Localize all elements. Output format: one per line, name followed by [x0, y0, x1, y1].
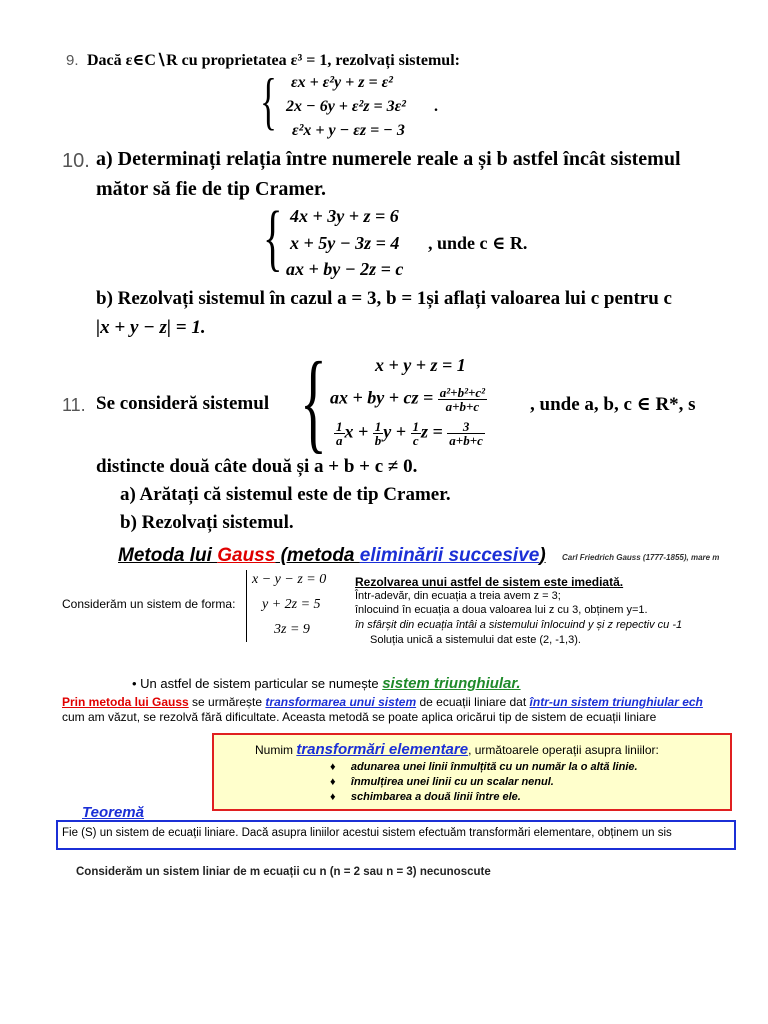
method-line-2: cum am văzut, se rezolvă fără dificultate. Aceasta metodă se poate aplica oricărui tip de sistem de ecuații liniare [62, 710, 657, 724]
equation-2: x + 5y − 3z = 4 [290, 233, 400, 253]
theorem-text: Fie (S) un sistem de ecuații liniare. Dacă asupra liniilor acestui sistem efectuăm transformări elementare, obținem un sis [62, 827, 672, 839]
equation-1: x − y − z = 0 [252, 572, 327, 587]
credit: Carl Friedrich Gauss (1777-1855), mare m [562, 553, 720, 562]
bullet-icon: ♦ [330, 761, 336, 773]
condition: , unde c ∈ R. [428, 233, 528, 253]
fraction: $\frac{\text{a²+b²+c²}}{a+b+c}$ [439, 385, 486, 414]
equation-3: 3z = 9 [274, 622, 310, 637]
operation-1: ♦ adunarea unei linii înmulțită cu un număr la o altă linie. [330, 761, 638, 773]
part-b-line-1: b) Rezolvați sistemul în cazul a = 3, b = 1și aflați valoarea lui c pentru c [96, 288, 672, 309]
condition: , unde a, b, c ∈ R*, s [530, 394, 696, 415]
problem-number: 11. [62, 395, 86, 415]
equation-2: y + 2z = 5 [262, 597, 321, 612]
problem-text: Dacă ε∈C∖R cu proprietatea ε³ = 1, rezolvați sistemul: [87, 52, 460, 69]
section-title: Metoda lui Gauss (metoda eliminării succesive) [118, 545, 546, 566]
system-brace: { [300, 340, 327, 464]
problem-number: 9. [66, 52, 79, 69]
system-brace: { [263, 197, 283, 279]
operation-3: ♦ schimbarea a două linii între ele. [330, 791, 521, 803]
equation-3: ax + by − 2z = c [286, 259, 404, 279]
operation-2: ♦ înmulțirea unei linii cu un scalar nenul. [330, 776, 554, 788]
part-a-line-1: a) Determinați relația între numerele reale a și b astfel încât sistemul [96, 148, 681, 170]
bullet-icon: ♦ [330, 791, 336, 803]
part-a: a) Arătați că sistemul este de tip Cramer. [120, 484, 451, 505]
equation-1: 4x + 3y + z = 6 [290, 206, 399, 226]
equation-2: ax + by + cz = $\frac{\text{a²+b²+c²}}{a+b+c}$ [330, 385, 486, 414]
problem-number: 10. [62, 150, 90, 172]
system-brace: { [260, 65, 277, 136]
bullet-icon: ♦ [330, 776, 336, 788]
theorem-heading: Teoremă [82, 804, 144, 821]
lead-text: Se consideră sistemul [96, 393, 270, 414]
equation-1: εx + ε²y + z = ε² [291, 74, 393, 91]
consider-label: Considerăm un sistem de forma: [62, 597, 236, 611]
equation-3: ε²x + y − εz = − 3 [292, 122, 405, 139]
part-b: b) Rezolvați sistemul. [120, 512, 294, 533]
part-b-line-2: |x + y − z| = 1. [96, 317, 206, 338]
line-2: distincte două câte două și a + b + c ≠ 0. [96, 456, 418, 477]
part-a-line-2: mător să fie de tip Cramer. [96, 178, 326, 200]
method-line-1: Prin metoda lui Gauss se urmărește transformarea unui sistem de ecuații liniare dat într-un sistem triunghiular ech [62, 695, 703, 709]
triangular-line: • Un astfel de sistem particular se numește sistem triunghiular. [132, 675, 521, 692]
definition-lead: Numim transformări elementare, următoarele operații asupra liniilor: [255, 741, 659, 758]
last-line: Considerăm un sistem liniar de m ecuații cu n (n = 2 sau n = 3) necunoscute [76, 866, 491, 878]
equation-2: 2x − 6y + ε²z = 3ε² [286, 98, 406, 115]
resolution-heading: Rezolvarea unui astfel de sistem este imediată. [355, 575, 624, 589]
equation-1: x + y + z = 1 [375, 355, 466, 375]
equation-3: $\frac{1}{a}$ x + $\frac{1}{b}$ y + $\frac{1}{c}$ z = $\frac{3}{a+b+c}$ [336, 419, 483, 448]
